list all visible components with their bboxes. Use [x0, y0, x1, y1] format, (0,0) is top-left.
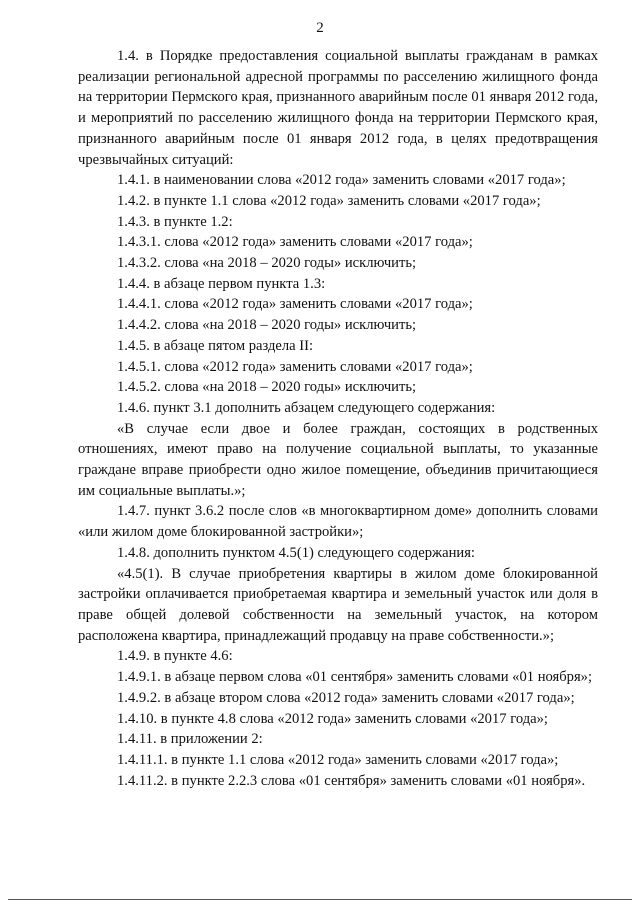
paragraph-1-4-6: 1.4.6. пункт 3.1 дополнить абзацем следующего содержания: — [117, 399, 496, 416]
paragraph-1-4-1: 1.4.1. в наименовании слова «2012 года» заменить словами «2017 года»; — [117, 172, 566, 189]
paragraph-1-4-8: 1.4.8. дополнить пунктом 4.5(1) следующего содержания: — [117, 544, 475, 561]
paragraph-1-4-3: 1.4.3. в пункте 1.2: — [117, 213, 233, 230]
paragraph-1-4-9: 1.4.9. в пункте 4.6: — [117, 648, 233, 665]
paragraph-1-4: 1.4. в Порядке предоставления социальной выплаты гражданам в рамках реализации региональной адресной программы по расселению жилищного фонда на территории Пермского края, признанного аварийным после 01 января 2012 года, и мероприятий по расселению жилищного фонда на территории Пермского края, признанного аварийным после 01 января 2012 года, в целях предотвращения чрезвычайных ситуаций: — [78, 48, 598, 168]
paragraph-1-4-2: 1.4.2. в пункте 1.1 слова «2012 года» заменить словами «2017 года»; — [117, 192, 541, 209]
paragraph-1-4-11-1: 1.4.11.1. в пункте 1.1 слова «2012 года» заменить словами «2017 года»; — [117, 751, 559, 768]
quoted-paragraph-4-5-1: «4.5(1). В случае приобретения квартиры в жилом доме блокированной застройки оплачивается приобретаемая квартира и земельный участок или доля в праве общей долевой собственности на земельный участок, на котором расположена квартира, принадлежащий продавцу на праве собственности.»; — [78, 565, 598, 644]
paragraph-1-4-9-2: 1.4.9.2. в абзаце втором слова «2012 года» заменить словами «2017 года»; — [117, 689, 575, 706]
paragraph-1-4-3-2: 1.4.3.2. слова «на 2018 – 2020 годы» исключить; — [117, 255, 417, 272]
page-bottom-edge — [8, 899, 632, 900]
paragraph-1-4-5-2: 1.4.5.2. слова «на 2018 – 2020 годы» исключить; — [117, 379, 417, 396]
quoted-paragraph-3-1: «В случае если двое и более граждан, состоящих в родственных отношениях, имеют право на получение социальной выплаты, то указанные граждане вправе приобрести одно жилое помещение, объединив причитающиеся им социальные выплаты.»; — [78, 420, 598, 499]
paragraph-1-4-10: 1.4.10. в пункте 4.8 слова «2012 года» заменить словами «2017 года»; — [117, 710, 548, 727]
paragraph-1-4-4: 1.4.4. в абзаце первом пункта 1.3: — [117, 275, 326, 292]
document-body — [78, 46, 598, 791]
paragraph-1-4-9-1: 1.4.9.1. в абзаце первом слова «01 сентября» заменить словами «01 ноября»; — [117, 669, 593, 686]
paragraph-1-4-4-1: 1.4.4.1. слова «2012 года» заменить словами «2017 года»; — [117, 296, 473, 313]
paragraph-1-4-3-1: 1.4.3.1. слова «2012 года» заменить словами «2017 года»; — [117, 234, 473, 251]
paragraph-1-4-7: 1.4.7. пункт 3.6.2 после слов «в многоквартирном доме» дополнить словами «или жилом доме блокированной застройки»; — [78, 503, 598, 541]
page-number: 2 — [316, 20, 324, 36]
paragraph-1-4-5: 1.4.5. в абзаце пятом раздела II: — [117, 337, 314, 354]
paragraph-1-4-5-1: 1.4.5.1. слова «2012 года» заменить словами «2017 года»; — [117, 358, 473, 375]
paragraph-1-4-11: 1.4.11. в приложении 2: — [117, 731, 263, 748]
paragraph-1-4-4-2: 1.4.4.2. слова «на 2018 – 2020 годы» исключить; — [117, 317, 417, 334]
paragraph-1-4-11-2: 1.4.11.2. в пункте 2.2.3 слова «01 сентября» заменить словами «01 ноября». — [117, 772, 586, 789]
